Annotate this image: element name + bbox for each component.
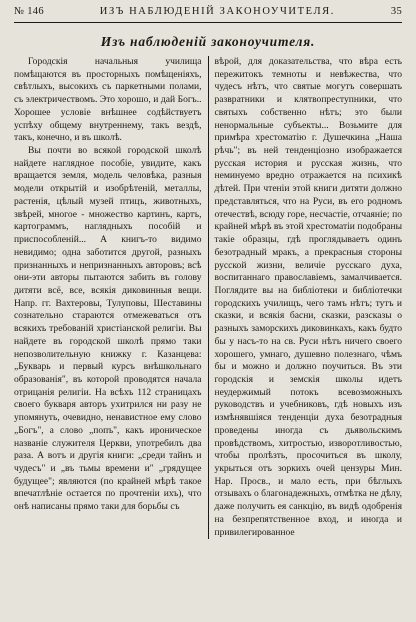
running-head <box>14 6 402 20</box>
header-rule <box>14 22 402 23</box>
page-number-left: № 146 <box>14 6 44 17</box>
left-column <box>14 56 208 539</box>
right-column <box>208 56 403 539</box>
article-title: Изъ наблюденій законоучителя. <box>100 34 316 49</box>
paragraph: Городскія начальныя училища помѣщаются въ просторныхъ помѣщеніяхъ, свѣтлыхъ, высокихъ съ паркетными полами, съ электричествомъ. Это хорошо, и дай Богъ.. Хорошее условіе внѣшнее содѣйствуетъ успѣху общему внутреннему, такъ вездѣ, такъ, конечно, и въ школѣ. <box>14 56 202 144</box>
paragraph: Вы почти во всякой городской школѣ найдете наглядное пособіе, увидите, какъ вращается земля, модель человѣка, разныя модели открытій и изобрѣтеній, металлы, растенія, цѣлый музей птицъ, животныхъ, звѣрей, многое - множество картинъ, картъ, картограммъ, наглядныхъ пособій и приспособленій... А книгъ-то видимо невидимо; одна заботится другой, разныхъ признанныхъ и непризнанныхъ авторовъ; всѣ они-эти авторы пытаются забить въ голову дитяти всё, все, всякія диковинныя вещи. Напр. гг. Вахтеровы, Тулуповы, Шеставины сознательно стараются отмежеваться отъ всякихъ требованій христіанской религіи. Вы найдете въ городской школѣ прямо таки непозволительную книжку г. Казанцева: „Букварь и первый курсъ внѣшкольнаго образованія", въ которой проводятся начала отрицанія религіи. На всѣхъ 112 страницахъ своего букваря авторъ ухитрился ни разу не упомянуть, очевидно, ненавистное ему слово „Богъ", а слово „попъ", какъ ироническое названіе служителя Церкви, употребилъ два раза. А вотъ и другія книги: „среди тайнъ и чудесъ" и „въ тьмы времени и" „грядущее будущее"; являются (по крайней мѣрѣ такое впечатлѣніе остается по прочтеніи ихъ), что онѣ написаны прямо таки для борьбы съ <box>14 145 202 513</box>
page-number-right: 35 <box>390 6 402 17</box>
text-columns <box>14 56 402 539</box>
running-title: ИЗЪ НАБЛЮДЕНІЙ ЗАКОНОУЧИТЕЛЯ. <box>99 6 336 17</box>
paragraph: вѣрой, для доказательства, что вѣра есть пережитокъ темноты и невѣжества, что чудесъ нѣтъ, что святые могутъ совершать развратники и клятвопреступники, что святыхъ собственно нѣтъ; это были ненормальные субъекты... Возьмите для примѣра хрестоматію г. Душечкина „Наша рѣчь"; въ ней тенденціозно изображается русская история и русская жизнь, что неминуемо вредно отражается на психикѣ дѣтей. При чтеніи этой книги дитяти должно представляться, что на Руси, въ его родномъ отечествѣ, всюду горе, несчастіе, отчаяніе; по крайней мѣрѣ въ этой хрестоматіи подобраны такіе образцы, гдѣ проглядываетъ одинъ безотрадный мракъ, а прекрасныя стороны русской жизни, величіе русскаго духа, воспитаннаго православіемъ, замалчивается. Поглядите вы на библіотеки и библіотечки городскихъ училищъ, чего тамъ нѣтъ; тутъ и сказки, и всякія басни, сказки, разсказы о разныхъ заморскихъ диковинкахъ, какъ будто бы у насъ-то на св. Руси нѣтъ ничего своего хорошего, умнаго, душевно полезнаго, чѣмъ бы и можно и должно поучиться. Въ эти городскія и земскія школы идетъ неудержимый потокъ всевозможныхъ руководствъ и учебниковъ, гдѣ новыхъ изъ измѣнявшіяся тенденціи духа безотрадныя проведены иногда съ дьявольскимъ провѣдствомъ, хитростью, изворотливостью, чтобы пролѣзть, просочиться въ школу, укрыться отъ зоркихъ очей цензуры Мин. Нар. Просв., и мало есть, при бѣглыхъ отзывахъ о благонадежныхъ, отмѣтка не дѣлу, даже получить ея санкцію, въ видѣ одобренія на безпрепятственное вход, и иногда и привилегированное <box>214 56 402 538</box>
